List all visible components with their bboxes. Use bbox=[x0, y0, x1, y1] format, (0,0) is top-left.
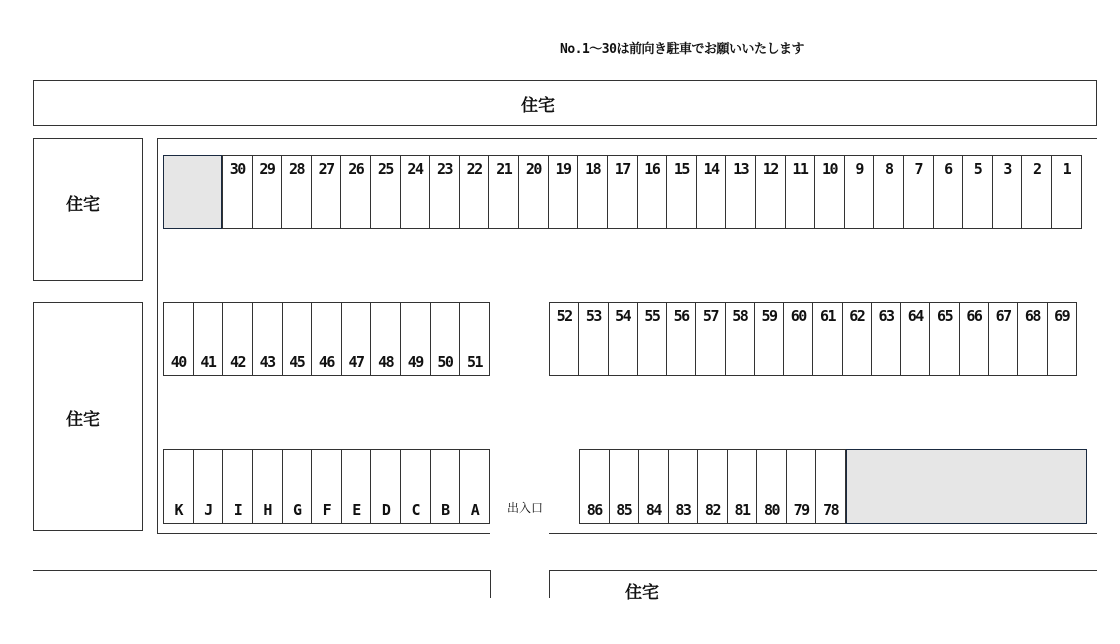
parking-space-64 bbox=[901, 303, 930, 375]
parking-space-number: 12 bbox=[762, 160, 778, 178]
parking-space-number: 46 bbox=[318, 353, 334, 371]
parking-space-number: 55 bbox=[644, 307, 660, 325]
parking-space-63 bbox=[872, 303, 901, 375]
parking-space-79 bbox=[787, 450, 817, 523]
parking-space-number: 43 bbox=[259, 353, 275, 371]
parking-space-number: 5 bbox=[973, 160, 982, 178]
parking-space-16 bbox=[638, 156, 668, 228]
parking-space-number: 68 bbox=[1024, 307, 1040, 325]
parking-space-number: 84 bbox=[645, 501, 661, 519]
parking-space-83 bbox=[669, 450, 699, 523]
parking-space-number: 49 bbox=[407, 353, 423, 371]
parking-space-68 bbox=[1018, 303, 1047, 375]
parking-space-number: 51 bbox=[467, 353, 483, 371]
parking-space-number: B bbox=[441, 501, 449, 519]
parking-space-52 bbox=[550, 303, 579, 375]
parking-space-number: 82 bbox=[704, 501, 720, 519]
blocked-area-top-left bbox=[163, 155, 222, 229]
lot-boundary-bottom-left bbox=[157, 533, 490, 534]
parking-space-46 bbox=[312, 303, 342, 375]
parking-space-number: 40 bbox=[170, 353, 186, 371]
parking-space-number: 69 bbox=[1054, 307, 1070, 325]
parking-space-number: 11 bbox=[792, 160, 808, 178]
blocked-area-bottom-right bbox=[846, 449, 1087, 524]
parking-space-I bbox=[223, 450, 253, 523]
parking-space-49 bbox=[401, 303, 431, 375]
parking-space-23 bbox=[430, 156, 460, 228]
parking-space-number: 1 bbox=[1062, 160, 1071, 178]
parking-space-number: 13 bbox=[733, 160, 749, 178]
parking-space-21 bbox=[489, 156, 519, 228]
parking-space-number: 50 bbox=[437, 353, 453, 371]
parking-space-80 bbox=[757, 450, 787, 523]
parking-space-number: 14 bbox=[703, 160, 719, 178]
parking-space-number: 2 bbox=[1032, 160, 1041, 178]
parking-space-C bbox=[401, 450, 431, 523]
parking-space-J bbox=[194, 450, 224, 523]
parking-space-number: 58 bbox=[732, 307, 748, 325]
parking-space-12 bbox=[756, 156, 786, 228]
entrance-label: 出入口 bbox=[507, 501, 544, 515]
parking-space-22 bbox=[460, 156, 490, 228]
parking-space-85 bbox=[610, 450, 640, 523]
parking-space-5 bbox=[963, 156, 993, 228]
parking-space-number: 65 bbox=[937, 307, 953, 325]
parking-space-59 bbox=[755, 303, 784, 375]
parking-space-2 bbox=[1022, 156, 1052, 228]
parking-space-number: 53 bbox=[585, 307, 601, 325]
parking-row-2-right bbox=[549, 302, 1077, 376]
parking-space-30 bbox=[223, 156, 253, 228]
parking-space-number: 79 bbox=[793, 501, 809, 519]
parking-space-number: 20 bbox=[525, 160, 541, 178]
parking-space-20 bbox=[519, 156, 549, 228]
parking-space-number: 30 bbox=[229, 160, 245, 178]
parking-space-number: 29 bbox=[259, 160, 275, 178]
parking-space-number: 66 bbox=[966, 307, 982, 325]
parking-space-number: 8 bbox=[884, 160, 893, 178]
parking-space-84 bbox=[639, 450, 669, 523]
parking-space-48 bbox=[371, 303, 401, 375]
parking-space-F bbox=[312, 450, 342, 523]
parking-space-6 bbox=[934, 156, 964, 228]
parking-space-17 bbox=[608, 156, 638, 228]
parking-space-number: 10 bbox=[821, 160, 838, 178]
parking-space-number: 83 bbox=[675, 501, 691, 519]
parking-space-number: 59 bbox=[761, 307, 777, 325]
parking-space-27 bbox=[312, 156, 342, 228]
parking-space-B bbox=[431, 450, 461, 523]
parking-space-45 bbox=[283, 303, 313, 375]
parking-space-number: 26 bbox=[348, 160, 364, 178]
parking-space-number: 3 bbox=[1003, 160, 1011, 178]
parking-space-82 bbox=[698, 450, 728, 523]
parking-space-number: 23 bbox=[437, 160, 453, 178]
lot-boundary-left bbox=[157, 138, 158, 533]
house-bottom-right-edge bbox=[549, 570, 1097, 571]
parking-space-number: E bbox=[352, 501, 360, 519]
parking-row-3-right bbox=[579, 449, 846, 524]
parking-space-number: 52 bbox=[556, 307, 572, 325]
parking-note: No.1～30は前向き駐車でお願いいたします bbox=[560, 42, 804, 57]
parking-space-number: 42 bbox=[230, 353, 246, 371]
parking-space-E bbox=[342, 450, 372, 523]
parking-space-number: 27 bbox=[318, 160, 334, 178]
parking-space-78 bbox=[816, 450, 846, 523]
parking-space-number: H bbox=[263, 501, 271, 519]
parking-space-number: 19 bbox=[555, 160, 571, 178]
parking-space-69 bbox=[1048, 303, 1077, 375]
parking-space-number: 22 bbox=[466, 160, 482, 178]
parking-space-number: 61 bbox=[819, 307, 836, 325]
parking-space-81 bbox=[728, 450, 758, 523]
parking-row-3-left bbox=[163, 449, 490, 524]
parking-space-14 bbox=[697, 156, 727, 228]
parking-space-13 bbox=[726, 156, 756, 228]
parking-space-number: 18 bbox=[585, 160, 601, 178]
parking-space-62 bbox=[843, 303, 872, 375]
parking-space-29 bbox=[253, 156, 283, 228]
parking-space-55 bbox=[638, 303, 667, 375]
house-left-upper-label: 住宅 bbox=[66, 195, 100, 215]
parking-space-number: 81 bbox=[734, 501, 750, 519]
parking-space-H bbox=[253, 450, 283, 523]
parking-space-number: 16 bbox=[644, 160, 660, 178]
parking-space-26 bbox=[341, 156, 371, 228]
parking-row-2-left bbox=[163, 302, 490, 376]
house-bottom-left-edge bbox=[33, 570, 490, 571]
parking-space-number: K bbox=[174, 501, 183, 519]
parking-space-number: 85 bbox=[616, 501, 632, 519]
parking-space-number: 57 bbox=[702, 307, 718, 325]
parking-space-number: 54 bbox=[615, 307, 631, 325]
parking-space-number: 25 bbox=[377, 160, 393, 178]
parking-space-60 bbox=[784, 303, 813, 375]
parking-space-number: 28 bbox=[288, 160, 305, 178]
parking-space-25 bbox=[371, 156, 401, 228]
house-bottom-label: 住宅 bbox=[625, 583, 659, 603]
parking-space-24 bbox=[401, 156, 431, 228]
house-left-lower-label: 住宅 bbox=[66, 410, 100, 430]
parking-space-G bbox=[283, 450, 313, 523]
parking-space-58 bbox=[726, 303, 755, 375]
parking-space-number: 67 bbox=[995, 307, 1011, 325]
parking-space-7 bbox=[904, 156, 934, 228]
parking-space-number: 7 bbox=[914, 160, 923, 178]
parking-space-61 bbox=[813, 303, 842, 375]
parking-space-number: 47 bbox=[348, 353, 364, 371]
parking-space-number: 86 bbox=[586, 501, 602, 519]
parking-space-8 bbox=[874, 156, 904, 228]
parking-space-53 bbox=[579, 303, 608, 375]
parking-space-number: D bbox=[381, 501, 390, 519]
parking-space-50 bbox=[431, 303, 461, 375]
house-top-label: 住宅 bbox=[521, 96, 555, 116]
parking-space-number: 45 bbox=[289, 353, 305, 371]
parking-space-51 bbox=[460, 303, 490, 375]
parking-space-number: J bbox=[204, 501, 212, 519]
parking-space-number: 56 bbox=[673, 307, 689, 325]
lot-boundary-bottom-right bbox=[549, 533, 1097, 534]
parking-space-9 bbox=[845, 156, 875, 228]
lot-boundary-top bbox=[157, 138, 1097, 139]
parking-space-42 bbox=[223, 303, 253, 375]
parking-space-number: 64 bbox=[907, 307, 923, 325]
parking-space-number: 78 bbox=[823, 501, 839, 519]
parking-space-number: 15 bbox=[673, 160, 689, 178]
parking-space-number: 63 bbox=[878, 307, 894, 325]
parking-space-54 bbox=[609, 303, 638, 375]
parking-space-47 bbox=[342, 303, 372, 375]
parking-space-41 bbox=[194, 303, 224, 375]
parking-space-number: 17 bbox=[614, 160, 630, 178]
parking-row-1 bbox=[222, 155, 1082, 229]
parking-space-1 bbox=[1052, 156, 1082, 228]
parking-space-15 bbox=[667, 156, 697, 228]
parking-space-number: 80 bbox=[764, 501, 780, 519]
parking-space-number: 60 bbox=[790, 307, 806, 325]
parking-space-56 bbox=[667, 303, 696, 375]
parking-space-number: 48 bbox=[378, 353, 394, 371]
parking-space-3 bbox=[993, 156, 1023, 228]
parking-space-43 bbox=[253, 303, 283, 375]
parking-space-number: A bbox=[470, 501, 479, 519]
parking-space-57 bbox=[696, 303, 725, 375]
parking-space-number: 62 bbox=[849, 307, 865, 325]
parking-space-number: F bbox=[322, 501, 331, 519]
parking-space-D bbox=[371, 450, 401, 523]
parking-space-number: 41 bbox=[200, 353, 216, 371]
parking-space-65 bbox=[930, 303, 959, 375]
parking-space-11 bbox=[786, 156, 816, 228]
parking-space-number: 21 bbox=[496, 160, 512, 178]
parking-space-number: 9 bbox=[855, 160, 863, 178]
parking-space-10 bbox=[815, 156, 845, 228]
parking-space-67 bbox=[989, 303, 1018, 375]
house-bottom-left-side bbox=[490, 570, 491, 598]
parking-space-number: C bbox=[411, 501, 420, 519]
parking-space-66 bbox=[960, 303, 989, 375]
parking-space-A bbox=[460, 450, 490, 523]
parking-space-18 bbox=[578, 156, 608, 228]
parking-space-86 bbox=[580, 450, 610, 523]
parking-space-40 bbox=[164, 303, 194, 375]
parking-space-number: G bbox=[293, 501, 301, 519]
parking-space-number: I bbox=[233, 501, 242, 519]
parking-space-28 bbox=[282, 156, 312, 228]
parking-space-number: 6 bbox=[944, 160, 952, 178]
parking-space-K bbox=[164, 450, 194, 523]
house-top bbox=[33, 80, 1097, 126]
house-bottom-right-side bbox=[549, 570, 550, 598]
parking-space-19 bbox=[549, 156, 579, 228]
parking-space-number: 24 bbox=[407, 160, 423, 178]
